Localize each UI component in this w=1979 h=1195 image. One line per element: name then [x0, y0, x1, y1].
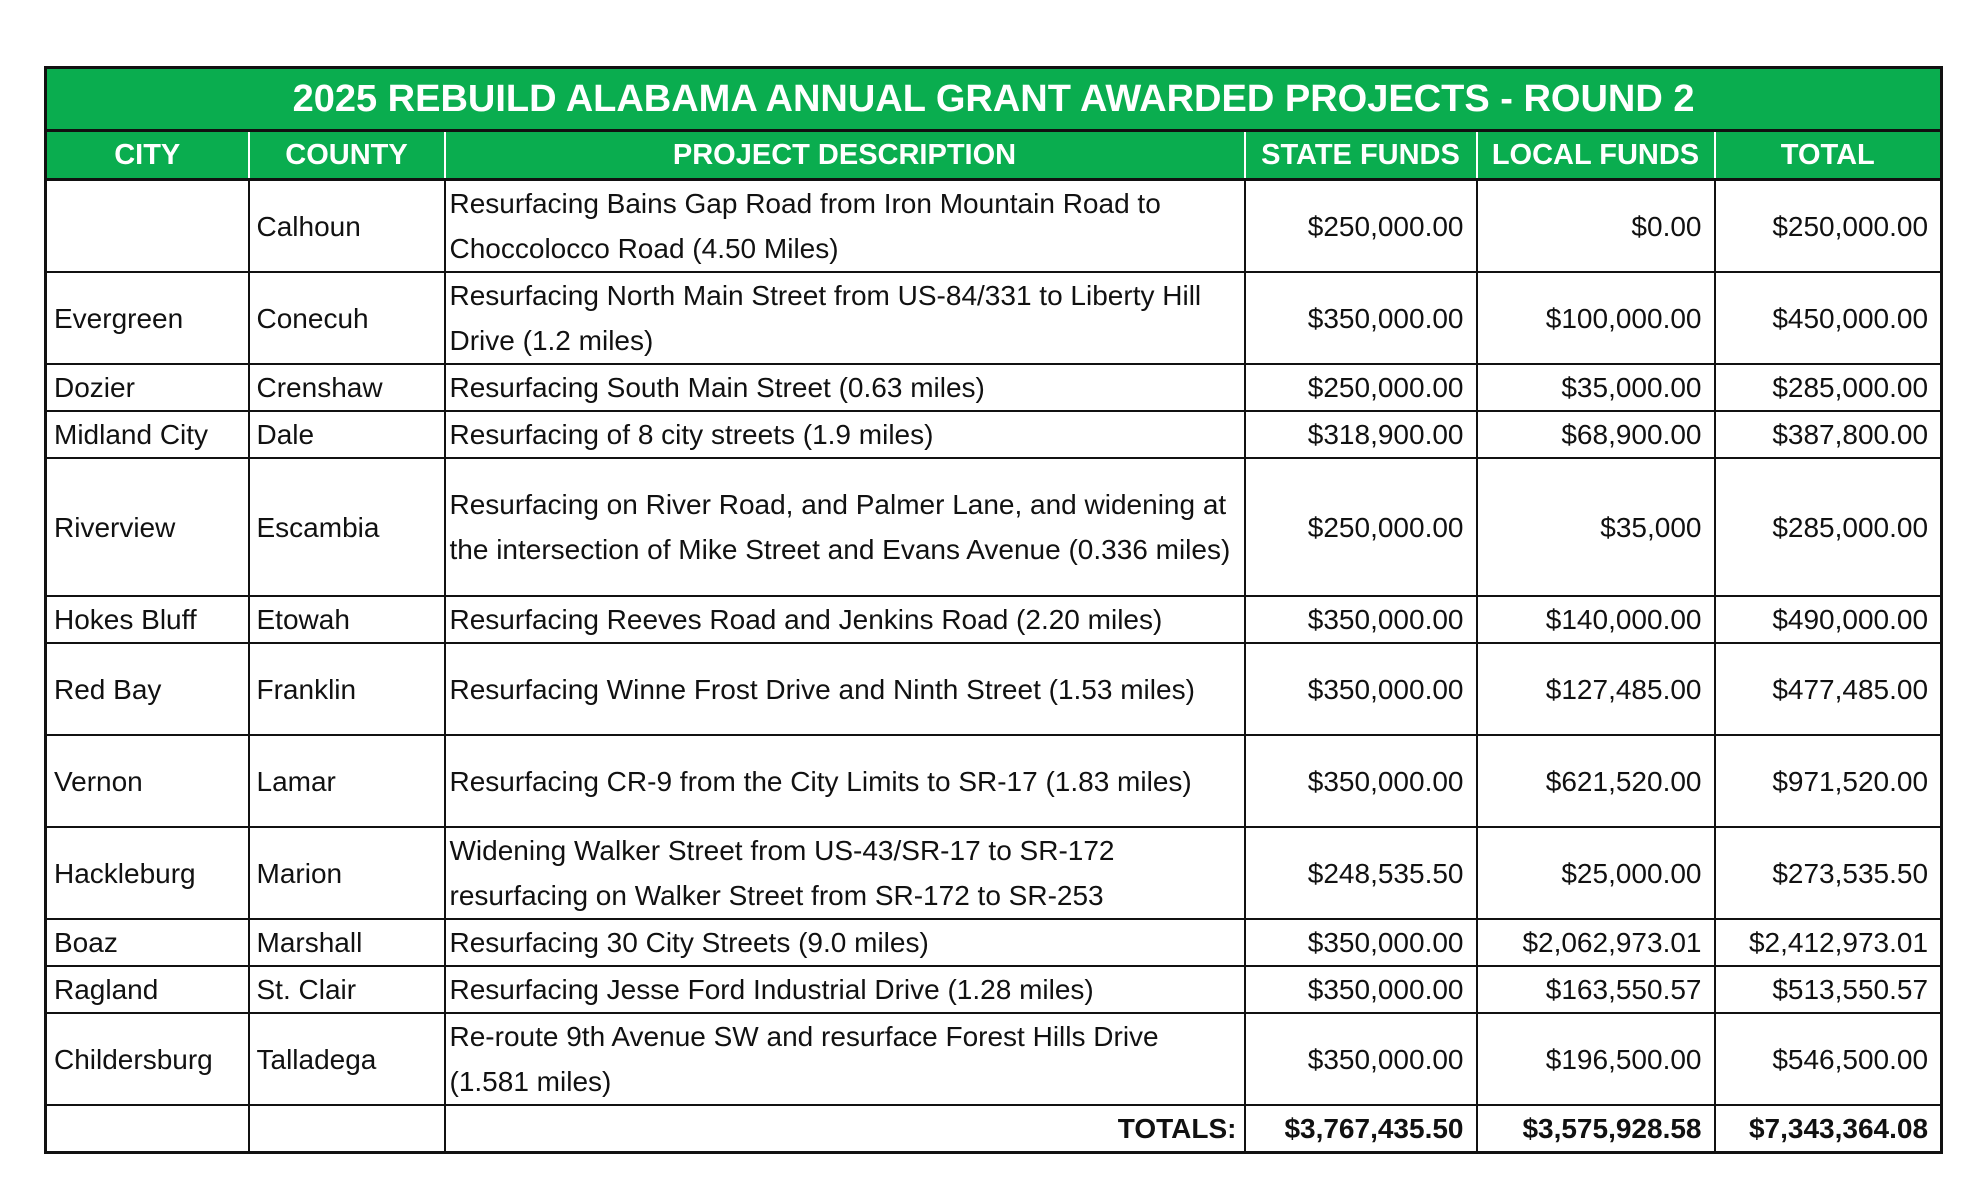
total-cell: $273,535.50 — [1715, 827, 1942, 919]
grant-projects-table — [44, 66, 1943, 1154]
total-cell: $477,485.00 — [1715, 643, 1942, 735]
local-funds-cell: $35,000.00 — [1477, 364, 1715, 411]
local-funds-cell: $163,550.57 — [1477, 966, 1715, 1013]
city-cell: Hokes Bluff — [46, 596, 249, 643]
total-state-funds: $3,767,435.50 — [1245, 1105, 1477, 1153]
description-cell: Resurfacing of 8 city streets (1.9 miles) — [445, 411, 1245, 458]
county-cell: Calhoun — [249, 180, 445, 273]
table-row — [46, 919, 1942, 966]
table-row — [46, 180, 1942, 273]
local-funds-cell: $196,500.00 — [1477, 1013, 1715, 1105]
description-cell: Resurfacing Winne Frost Drive and Ninth Street (1.53 miles) — [445, 643, 1245, 735]
city-cell: Boaz — [46, 919, 249, 966]
description-cell: Resurfacing 30 City Streets (9.0 miles) — [445, 919, 1245, 966]
county-cell: Lamar — [249, 735, 445, 827]
local-funds-cell: $25,000.00 — [1477, 827, 1715, 919]
table-row — [46, 827, 1942, 919]
city-cell: Evergreen — [46, 272, 249, 364]
county-cell: Escambia — [249, 458, 445, 596]
county-cell: Franklin — [249, 643, 445, 735]
total-cell: $2,412,973.01 — [1715, 919, 1942, 966]
city-cell: Childersburg — [46, 1013, 249, 1105]
total-cell: $450,000.00 — [1715, 272, 1942, 364]
state-funds-cell: $350,000.00 — [1245, 1013, 1477, 1105]
totals-row — [46, 1105, 1942, 1153]
state-funds-cell: $248,535.50 — [1245, 827, 1477, 919]
state-funds-cell: $250,000.00 — [1245, 458, 1477, 596]
local-funds-cell: $621,520.00 — [1477, 735, 1715, 827]
description-cell: Re-route 9th Avenue SW and resurface Forest Hills Drive (1.581 miles) — [445, 1013, 1245, 1105]
table-row — [46, 458, 1942, 596]
header-state-funds: STATE FUNDS — [1245, 131, 1477, 180]
table-row — [46, 596, 1942, 643]
total-cell: $490,000.00 — [1715, 596, 1942, 643]
state-funds-cell: $250,000.00 — [1245, 364, 1477, 411]
local-funds-cell: $127,485.00 — [1477, 643, 1715, 735]
county-cell: Dale — [249, 411, 445, 458]
state-funds-cell: $350,000.00 — [1245, 966, 1477, 1013]
state-funds-cell: $350,000.00 — [1245, 643, 1477, 735]
description-cell: Resurfacing CR-9 from the City Limits to SR-17 (1.83 miles) — [445, 735, 1245, 827]
total-cell: $285,000.00 — [1715, 364, 1942, 411]
table-row — [46, 643, 1942, 735]
local-funds-cell: $68,900.00 — [1477, 411, 1715, 458]
table-title: 2025 REBUILD ALABAMA ANNUAL GRANT AWARDED PROJECTS - ROUND 2 — [46, 68, 1942, 131]
county-cell: Crenshaw — [249, 364, 445, 411]
total-cell: $285,000.00 — [1715, 458, 1942, 596]
city-cell: Ragland — [46, 966, 249, 1013]
table-row — [46, 735, 1942, 827]
totals-empty-city — [46, 1105, 249, 1153]
description-cell: Resurfacing Jesse Ford Industrial Drive (1.28 miles) — [445, 966, 1245, 1013]
header-local-funds: LOCAL FUNDS — [1477, 131, 1715, 180]
description-cell: Resurfacing Reeves Road and Jenkins Road (2.20 miles) — [445, 596, 1245, 643]
title-row — [46, 68, 1942, 131]
table-row — [46, 1013, 1942, 1105]
total-cell: $387,800.00 — [1715, 411, 1942, 458]
total-cell: $513,550.57 — [1715, 966, 1942, 1013]
total-cell: $250,000.00 — [1715, 180, 1942, 273]
state-funds-cell: $350,000.00 — [1245, 919, 1477, 966]
header-total: TOTAL — [1715, 131, 1942, 180]
state-funds-cell: $350,000.00 — [1245, 596, 1477, 643]
state-funds-cell: $318,900.00 — [1245, 411, 1477, 458]
total-cell: $546,500.00 — [1715, 1013, 1942, 1105]
header-project-description: PROJECT DESCRIPTION — [445, 131, 1245, 180]
city-cell: Midland City — [46, 411, 249, 458]
totals-empty-county — [249, 1105, 445, 1153]
county-cell: St. Clair — [249, 966, 445, 1013]
county-cell: Conecuh — [249, 272, 445, 364]
local-funds-cell: $0.00 — [1477, 180, 1715, 273]
local-funds-cell: $2,062,973.01 — [1477, 919, 1715, 966]
description-cell: Widening Walker Street from US-43/SR-17 to SR-172 resurfacing on Walker Street from SR-172 to SR-253 — [445, 827, 1245, 919]
local-funds-cell: $100,000.00 — [1477, 272, 1715, 364]
city-cell: Riverview — [46, 458, 249, 596]
city-cell: Red Bay — [46, 643, 249, 735]
description-cell: Resurfacing Bains Gap Road from Iron Mountain Road to Choccolocco Road (4.50 Miles) — [445, 180, 1245, 273]
city-cell: Dozier — [46, 364, 249, 411]
grand-total: $7,343,364.08 — [1715, 1105, 1942, 1153]
header-county: COUNTY — [249, 131, 445, 180]
table-row — [46, 364, 1942, 411]
description-cell: Resurfacing North Main Street from US-84/331 to Liberty Hill Drive (1.2 miles) — [445, 272, 1245, 364]
description-cell: Resurfacing on River Road, and Palmer Lane, and widening at the intersection of Mike Street and Evans Avenue (0.336 miles) — [445, 458, 1245, 596]
description-cell: Resurfacing South Main Street (0.63 miles) — [445, 364, 1245, 411]
county-cell: Etowah — [249, 596, 445, 643]
state-funds-cell: $350,000.00 — [1245, 735, 1477, 827]
local-funds-cell: $35,000 — [1477, 458, 1715, 596]
city-cell — [46, 180, 249, 273]
county-cell: Marshall — [249, 919, 445, 966]
state-funds-cell: $350,000.00 — [1245, 272, 1477, 364]
city-cell: Hackleburg — [46, 827, 249, 919]
header-city: CITY — [46, 131, 249, 180]
county-cell: Marion — [249, 827, 445, 919]
total-local-funds: $3,575,928.58 — [1477, 1105, 1715, 1153]
table-row — [46, 966, 1942, 1013]
state-funds-cell: $250,000.00 — [1245, 180, 1477, 273]
local-funds-cell: $140,000.00 — [1477, 596, 1715, 643]
totals-label: TOTALS: — [445, 1105, 1245, 1153]
table-row — [46, 411, 1942, 458]
county-cell: Talladega — [249, 1013, 445, 1105]
header-row — [46, 131, 1942, 180]
total-cell: $971,520.00 — [1715, 735, 1942, 827]
table-row — [46, 272, 1942, 364]
city-cell: Vernon — [46, 735, 249, 827]
